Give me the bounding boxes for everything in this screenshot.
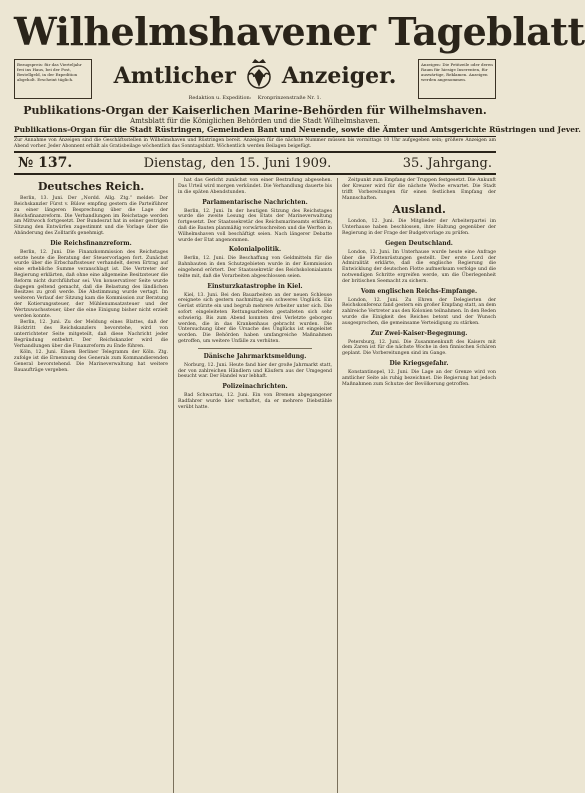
- section-heading: Ausland.: [392, 203, 446, 217]
- issue-number: № 137.: [18, 155, 73, 172]
- article-paragraph: Bad Schwartau, 12. Juni. Ein von Bremen abgegangener Radfahrer wurde hier verhaftet, da er mehrere Diebstähle verübt hatte.: [178, 393, 332, 410]
- crown-eagle-crest-icon: [242, 57, 276, 95]
- advertising-price-box: Anzeigen: Die Petitzeile oder deren Raum für hiesige Inserenten, für auswärtige, Reklamen. Anzeigen werden angenommen.: [418, 59, 496, 99]
- article-heading: Einsturzkatastrophe in Kiel.: [207, 282, 303, 290]
- publication-line-3: Publikations-Organ für die Stadt Rüstringen, Gemeinden Bant und Neuende, sowie die Ämter und Amtsgerichte Rüstringen und Jever.: [14, 125, 581, 134]
- article-paragraph: hat das Gericht zunächst von einer Bestrafung abgesehen. Das Urteil wird morgen verkündet. Die Verhandlung dauerte bis in die späten Abendstunden.: [178, 178, 332, 195]
- editorial-street: Kronprinzenstraße Nr. 1.: [257, 95, 322, 101]
- publication-line-1: Publikations-Organ der Kaiserlichen Marine-Behörden für Wilhelmshaven.: [23, 104, 487, 117]
- masthead-subtitle: [114, 57, 397, 95]
- divider: [198, 348, 312, 349]
- article-paragraph: Berlin, 13. Juni. Der „Nordd. Allg. Ztg.“ meldet: Der Reichskanzler Fürst v. Bülow empfing gestern die Parteiführer zu einer längeren Besprechung über die Lage der Reichsfinanzreform. Die Verhandlungen im Reichstage werden am Mittwoch fortgesetzt. Der Bundesrat hat in seiner gestrigen Sitzung den Entwürfen zugestimmt und die Vorlage über die Abänderung des Zolltarifs genehmigt.: [14, 196, 168, 236]
- column-2: [173, 178, 332, 793]
- article-heading: Vom englischen Reichs-Empfange.: [360, 287, 478, 295]
- article-paragraph: Zeitpunkt zum Empfang der Truppen festgesetzt. Die Ankunft der Kreuzer wird für die nächste Woche erwartet. Die Stadt trifft Vorbereitungen für einen festlichen Empfang der Mannschaften.: [342, 178, 496, 201]
- article-paragraph: London, 12. Juni. Im Unterhause wurde heute eine Anfrage über die Flottenrüstungen gestellt. Der erste Lord der Admiralität erklärte, daß die englische Regierung die Entwicklung der deutschen Flotte aufmerksam verfolge und die notwendigen Schritte ergreifen werde, um die Überlegenheit der britischen Seemacht zu sichern.: [342, 249, 496, 284]
- article-heading: Zur Zwei-Kaiser-Begegnung.: [370, 329, 468, 337]
- article-paragraph: London, 12. Juni. Zu Ehren der Delegierten der Reichskonferenz fand gestern ein großer Empfang statt, an dem zahlreiche Vertreter aus den Kolonien teilnahmen. In den Reden wurde die Einigkeit des Reiches betont und der Wunsch ausgesprochen, die gemeinsame Verteidigung zu stärken.: [342, 297, 496, 326]
- section-heading: Deutsches Reich.: [37, 180, 145, 194]
- article-heading: Die Reichsfinanzreform.: [50, 239, 132, 247]
- article-heading: Dänische Jahrmarktsmeldung.: [203, 352, 307, 360]
- article-paragraph: Berlin, 12. Juni. Die Finanzkommission des Reichstages setzte heute die Beratung der Steuervorlagen fort. Zunächst wurde über die Erbschaftssteuer verhandelt, deren Ertrag auf eine erhebliche Summe veranschlagt ist. Die Vertreter der Regierung erklärten, daß ohne eine allgemeine Besitzsteuer die Reform nicht durchführbar sei. Von konservativer Seite wurde dagegen geltend gemacht, daß die Belastung des ländlichen Besitzes zu groß werde. Die Abstimmung wurde vertagt. Im weiteren Verlauf der Sitzung kam die Kommission zur Beratung der Kotierungssteuer, der Mühlenumsatzsteuer und der Wertzuwachssteuer, über die eine Einigung bisher nicht erzielt werden konnte.: [14, 249, 168, 319]
- subscription-price-box: Bezugspreis: für das Vierteljahr frei ins Haus, bei der Post, Bestellgeld, in der Expedition abgeholt. Erscheint täglich.: [14, 59, 92, 99]
- article-heading: Gegen Deutschland.: [385, 239, 453, 247]
- editorial-label: Redaktion u. Expedition:: [188, 95, 252, 101]
- article-paragraph: Petersburg, 12. Juni. Die Zusammenkunft des Kaisers mit dem Zaren ist für die nächste Woche in den finnischen Schären geplant. Die Vorbereitungen sind im Gange.: [342, 339, 496, 357]
- issue-date: Dienstag, den 15. Juni 1909.: [143, 156, 332, 172]
- column-3: [337, 178, 496, 793]
- article-heading: Kolonialpolitik.: [228, 246, 282, 254]
- article-paragraph: Berlin, 12. Juni. Die Beschaffung von Geldmitteln für die Bahnbauten in den Schutzgebieten wurde in der Kommission eingehend erörtert. Der Staatssekretär des Reichskolonialamts teilte mit, daß die Vorarbeiten abgeschlossen seien.: [178, 256, 332, 279]
- article-heading: Parlamentarische Nachrichten.: [202, 198, 308, 206]
- article-paragraph: London, 12. Juni. Die Mitglieder der Arbeiterpartei im Unterhause haben beschlossen, ihre Haltung gegenüber der Regierung in der Frage der Budgetvorlage zu prüfen.: [342, 219, 496, 236]
- article-paragraph: Berlin, 12. Juni. In der heutigen Sitzung des Reichstages wurde die zweite Lesung des Etats der Marineverwaltung fortgesetzt. Der Staatssekretär des Reichsmarineamts erklärte, daß die Bauten planmäßig vorwärtsschreiten und die Werften in Wilhelmshaven voll beschäftigt seien. Nach längerer Debatte wurde der Etat angenommen.: [178, 208, 332, 243]
- article-heading: Die Kriegsgefahr.: [389, 359, 449, 367]
- article-paragraph: Norburg, 12. Juni. Heute fand hier der große Jahrmarkt statt, der von zahlreichen Händlern und Käufern aus der Umgegend besucht war. Der Handel war lebhaft.: [178, 362, 332, 380]
- advertising-notice: Zur Annahme von Anzeigen sind die Geschäftsstellen in Wilhelmshaven und Rüstringen bereit. Anzeigen für die nächste Nummer müssen bis vormittags 10 Uhr aufgegeben sein; größere Anzeigen am Abend vorher. Jeder Abonnent erhält als Gratisbeilage wöchentlich das Sonntagsblatt. Wöchentlich werden Beilagen beigefügt.: [14, 138, 496, 149]
- editorial-address: [114, 95, 397, 101]
- newspaper-title: Wilhelmshavener Tageblatt: [14, 9, 585, 54]
- masthead: [14, 9, 585, 134]
- volume-year: 35. Jahrgang.: [402, 156, 492, 172]
- article-paragraph: Kiel, 13. Juni. Bei den Bauarbeiten an der neuen Schleuse ereignete sich gestern nachmittag ein schweres Unglück. Ein Gerüst stürzte ein und begrub mehrere Arbeiter unter sich. Die sofort eingeleiteten Rettungsarbeiten gestalteten sich sehr schwierig. Bis zum Abend konnten drei Verletzte geborgen werden, die in das Krankenhaus gebracht wurden. Die Untersuchung über die Ursache des Unglücks ist eingeleitet worden. Die Behörden haben umfangreiche Maßnahmen getroffen, um weitere Unfälle zu verhüten.: [178, 292, 332, 344]
- article-paragraph: Berlin, 12. Juni. Zu der Meldung eines Blattes, daß der Rücktritt des Reichskanzlers bevorstehe, wird von unterrichteter Seite mitgeteilt, daß diese Nachricht jeder Begründung entbehrt. Der Reichskanzler wird die Verhandlungen über die Finanzreform zu Ende führen.: [14, 320, 168, 349]
- publication-line-2: Amtsblatt für die Königlichen Behörden und die Stadt Wilhelmshaven.: [130, 117, 380, 125]
- subtitle-right: Anzeiger.: [281, 63, 397, 89]
- article-heading: Polizeinachrichten.: [222, 383, 288, 391]
- column-1: [14, 178, 168, 793]
- article-columns: [14, 178, 496, 793]
- subtitle-left: Amtlicher: [113, 63, 236, 89]
- masthead-subrow: [14, 56, 496, 102]
- article-paragraph: Köln, 12. Juni. Einem Berliner Telegramm der Köln. Ztg. zufolge ist die Ernennung des Generals zum Kommandierenden General bevorstehend. Die Marineverwaltung hat weitere Bauaufträge vergeben.: [14, 350, 168, 373]
- dateline: [14, 151, 496, 175]
- article-paragraph: Konstantinopel, 12. Juni. Die Lage an der Grenze wird von amtlicher Seite als ruhig bezeichnet. Die Regierung hat jedoch Maßnahmen zum Schutze der Bevölkerung getroffen.: [342, 369, 496, 387]
